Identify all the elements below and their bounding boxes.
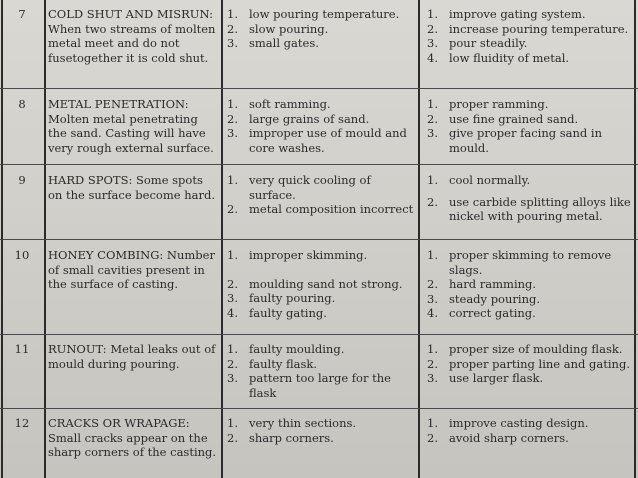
defect-description: HONEY COMBING: Number of small cavities present in the surface of casting. <box>48 248 215 292</box>
row-divider <box>0 164 638 165</box>
row-divider <box>0 334 638 335</box>
list-item: 1. proper ramming. <box>427 97 549 111</box>
list-item: 1. improve casting design. <box>427 416 589 430</box>
list-item: 3. faulty pouring. <box>227 291 336 306</box>
row-number: 8 <box>18 97 26 111</box>
list-item: 4. low fluidity of metal. <box>427 50 570 65</box>
list-item: 3. pattern too large for the flask <box>227 371 391 400</box>
list-item: 2. moulding sand not strong. <box>227 276 403 291</box>
list-item: 2. increase pouring temperature. <box>427 21 629 36</box>
causes-list <box>227 248 417 320</box>
list-item: 2. proper parting line and gating. <box>427 356 630 371</box>
list-item: 2. use fine grained sand. <box>427 111 579 126</box>
list-item: 1. very thin sections. <box>227 416 357 430</box>
row-number: 10 <box>14 248 30 262</box>
row-number: 7 <box>18 7 26 21</box>
remedies-list <box>427 7 635 65</box>
list-item: 2. slow pouring. <box>227 21 329 36</box>
list-item: 2. faulty flask. <box>227 356 318 371</box>
list-item: 3. steady pouring. <box>427 291 540 306</box>
defect-description: RUNOUT: Metal leaks out of mould during pouring. <box>48 342 216 371</box>
defect-description: HARD SPOTS: Some spots on the surface become hard. <box>48 173 215 202</box>
remedies-list <box>427 342 635 386</box>
list-item: 2. use carbide splitting alloys like nickel with pouring metal. <box>427 194 631 224</box>
row-divider <box>0 88 638 89</box>
causes-list <box>227 173 417 217</box>
causes-list <box>227 7 417 51</box>
row-divider <box>0 239 638 240</box>
list-item: 3. use larger flask. <box>427 371 544 386</box>
causes-list <box>227 342 417 400</box>
list-item: 3. small gates. <box>227 36 319 51</box>
list-item: 1. low pouring temperature. <box>227 7 400 21</box>
remedies-list <box>427 97 635 155</box>
causes-list <box>227 416 417 445</box>
row-number: 11 <box>14 342 30 356</box>
list-item: 3. improper use of mould and core washes. <box>227 126 407 155</box>
list-item: 1. improper skimming. <box>227 248 368 262</box>
list-item: 1. proper skimming to remove slags. <box>427 248 612 277</box>
row-number: 9 <box>18 173 26 187</box>
defect-description: COLD SHUT AND MISRUN: When two streams of molten metal meet and do not fusetogether it is cold shut. <box>48 7 216 65</box>
list-item: 2. large grains of sand. <box>227 111 370 126</box>
remedies-list <box>427 173 635 224</box>
list-item: 3. give proper facing sand in mould. <box>427 126 603 155</box>
causes-list <box>227 97 417 155</box>
remedies-list <box>427 416 635 445</box>
defect-description: CRACKS OR WRAPAGE: Small cracks appear on the sharp corners of the casting. <box>48 416 217 460</box>
list-item: 1. cool normally. <box>427 173 531 187</box>
list-item: 1. very quick cooling of surface. <box>227 173 371 202</box>
remedies-list <box>427 248 635 321</box>
row-divider <box>0 408 638 409</box>
list-item: 1. faulty moulding. <box>227 342 345 356</box>
list-item: 1. improve gating system. <box>427 7 586 21</box>
list-item: 1. proper size of moulding flask. <box>427 342 623 356</box>
list-item: 2. metal composition incorrect <box>227 202 414 217</box>
list-item: 1. soft ramming. <box>227 97 331 111</box>
list-item: 3. pour steadily. <box>427 36 528 51</box>
list-item: 2. sharp corners. <box>227 430 334 445</box>
defect-description: METAL PENETRATION: Molten metal penetrating the sand. Casting will have very rough external surface. <box>48 97 214 155</box>
list-item: 2. hard ramming. <box>427 277 537 292</box>
list-item: 4. faulty gating. <box>227 305 327 320</box>
list-item: 2. avoid sharp corners. <box>427 430 569 445</box>
list-item: 4. correct gating. <box>427 306 536 321</box>
row-number: 12 <box>14 416 30 430</box>
